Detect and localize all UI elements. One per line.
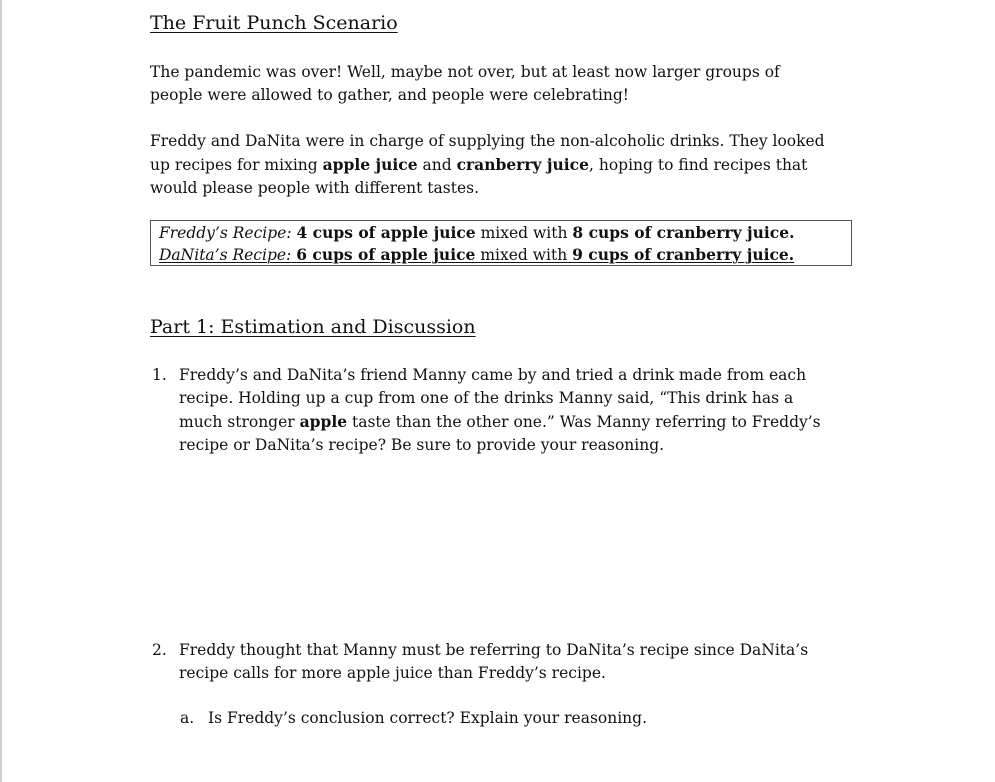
intro-paragraph-1: The pandemic was over! Well, maybe not over, but at least now larger groups of people were allowed to gather, and people were celebrating! (150, 63, 780, 104)
freddy-cranberry-amount: 8 cups of cranberry juice (572, 223, 790, 242)
freddy-recipe (159, 222, 851, 244)
intro-paragraph-2 (150, 130, 835, 200)
question-number: 1. (152, 366, 167, 384)
intro-text: and (417, 156, 457, 174)
apple-juice-bold: apple juice (322, 155, 418, 174)
question-number: 2. (152, 641, 167, 659)
danita-cranberry-amount: 9 cups of cranberry juice (572, 245, 789, 264)
recipe-box (150, 220, 852, 266)
intro-text: Freddy and DaNita were in charge of supplying the non-alcoholic drinks. They looked up recipes for mixing (150, 132, 825, 174)
question-text-part: Freddy’s and DaNita’s friend Manny came by and tried a drink made from each recipe. Holding up a cup from one of the drinks Manny said, “This drink has a much stronger (179, 366, 807, 431)
question-2 (150, 639, 840, 685)
danita-apple-amount: 6 cups of apple juice (296, 245, 476, 264)
danita-recipe (159, 244, 851, 266)
sub-question-text: Is Freddy’s conclusion correct? Explain your reasoning. (208, 709, 648, 727)
question-text (179, 364, 840, 457)
part1-heading: Part 1: Estimation and Discussion (150, 316, 476, 338)
question-2a (180, 707, 840, 730)
freddy-recipe-label: Freddy’s Recipe: (159, 224, 292, 242)
document-title: The Fruit Punch Scenario (150, 12, 398, 34)
sub-question-letter: a. (180, 709, 195, 727)
danita-recipe-label: DaNita’s Recipe: (159, 246, 292, 264)
question-text: Freddy thought that Manny must be referring to DaNita’s recipe since DaNita’s recipe calls for more apple juice than Freddy’s recipe. (179, 641, 809, 682)
apple-bold: apple (299, 412, 348, 431)
freddy-apple-amount: 4 cups of apple juice (296, 223, 476, 242)
page-left-edge (0, 0, 2, 782)
intro-text: , hoping to find recipes that would please people with different tastes. (150, 156, 808, 197)
recipe-period: . (789, 223, 795, 242)
question-text-part: taste than the other one.” Was Manny referring to Freddy’s recipe or DaNita’s recipe? Be sure to provide your reasoning. (179, 413, 821, 454)
question-1 (150, 364, 840, 457)
recipe-connector: mixed with (475, 224, 573, 242)
recipe-connector: mixed with (475, 246, 573, 264)
cranberry-juice-bold: cranberry juice (456, 155, 589, 174)
recipe-period: . (788, 245, 795, 264)
